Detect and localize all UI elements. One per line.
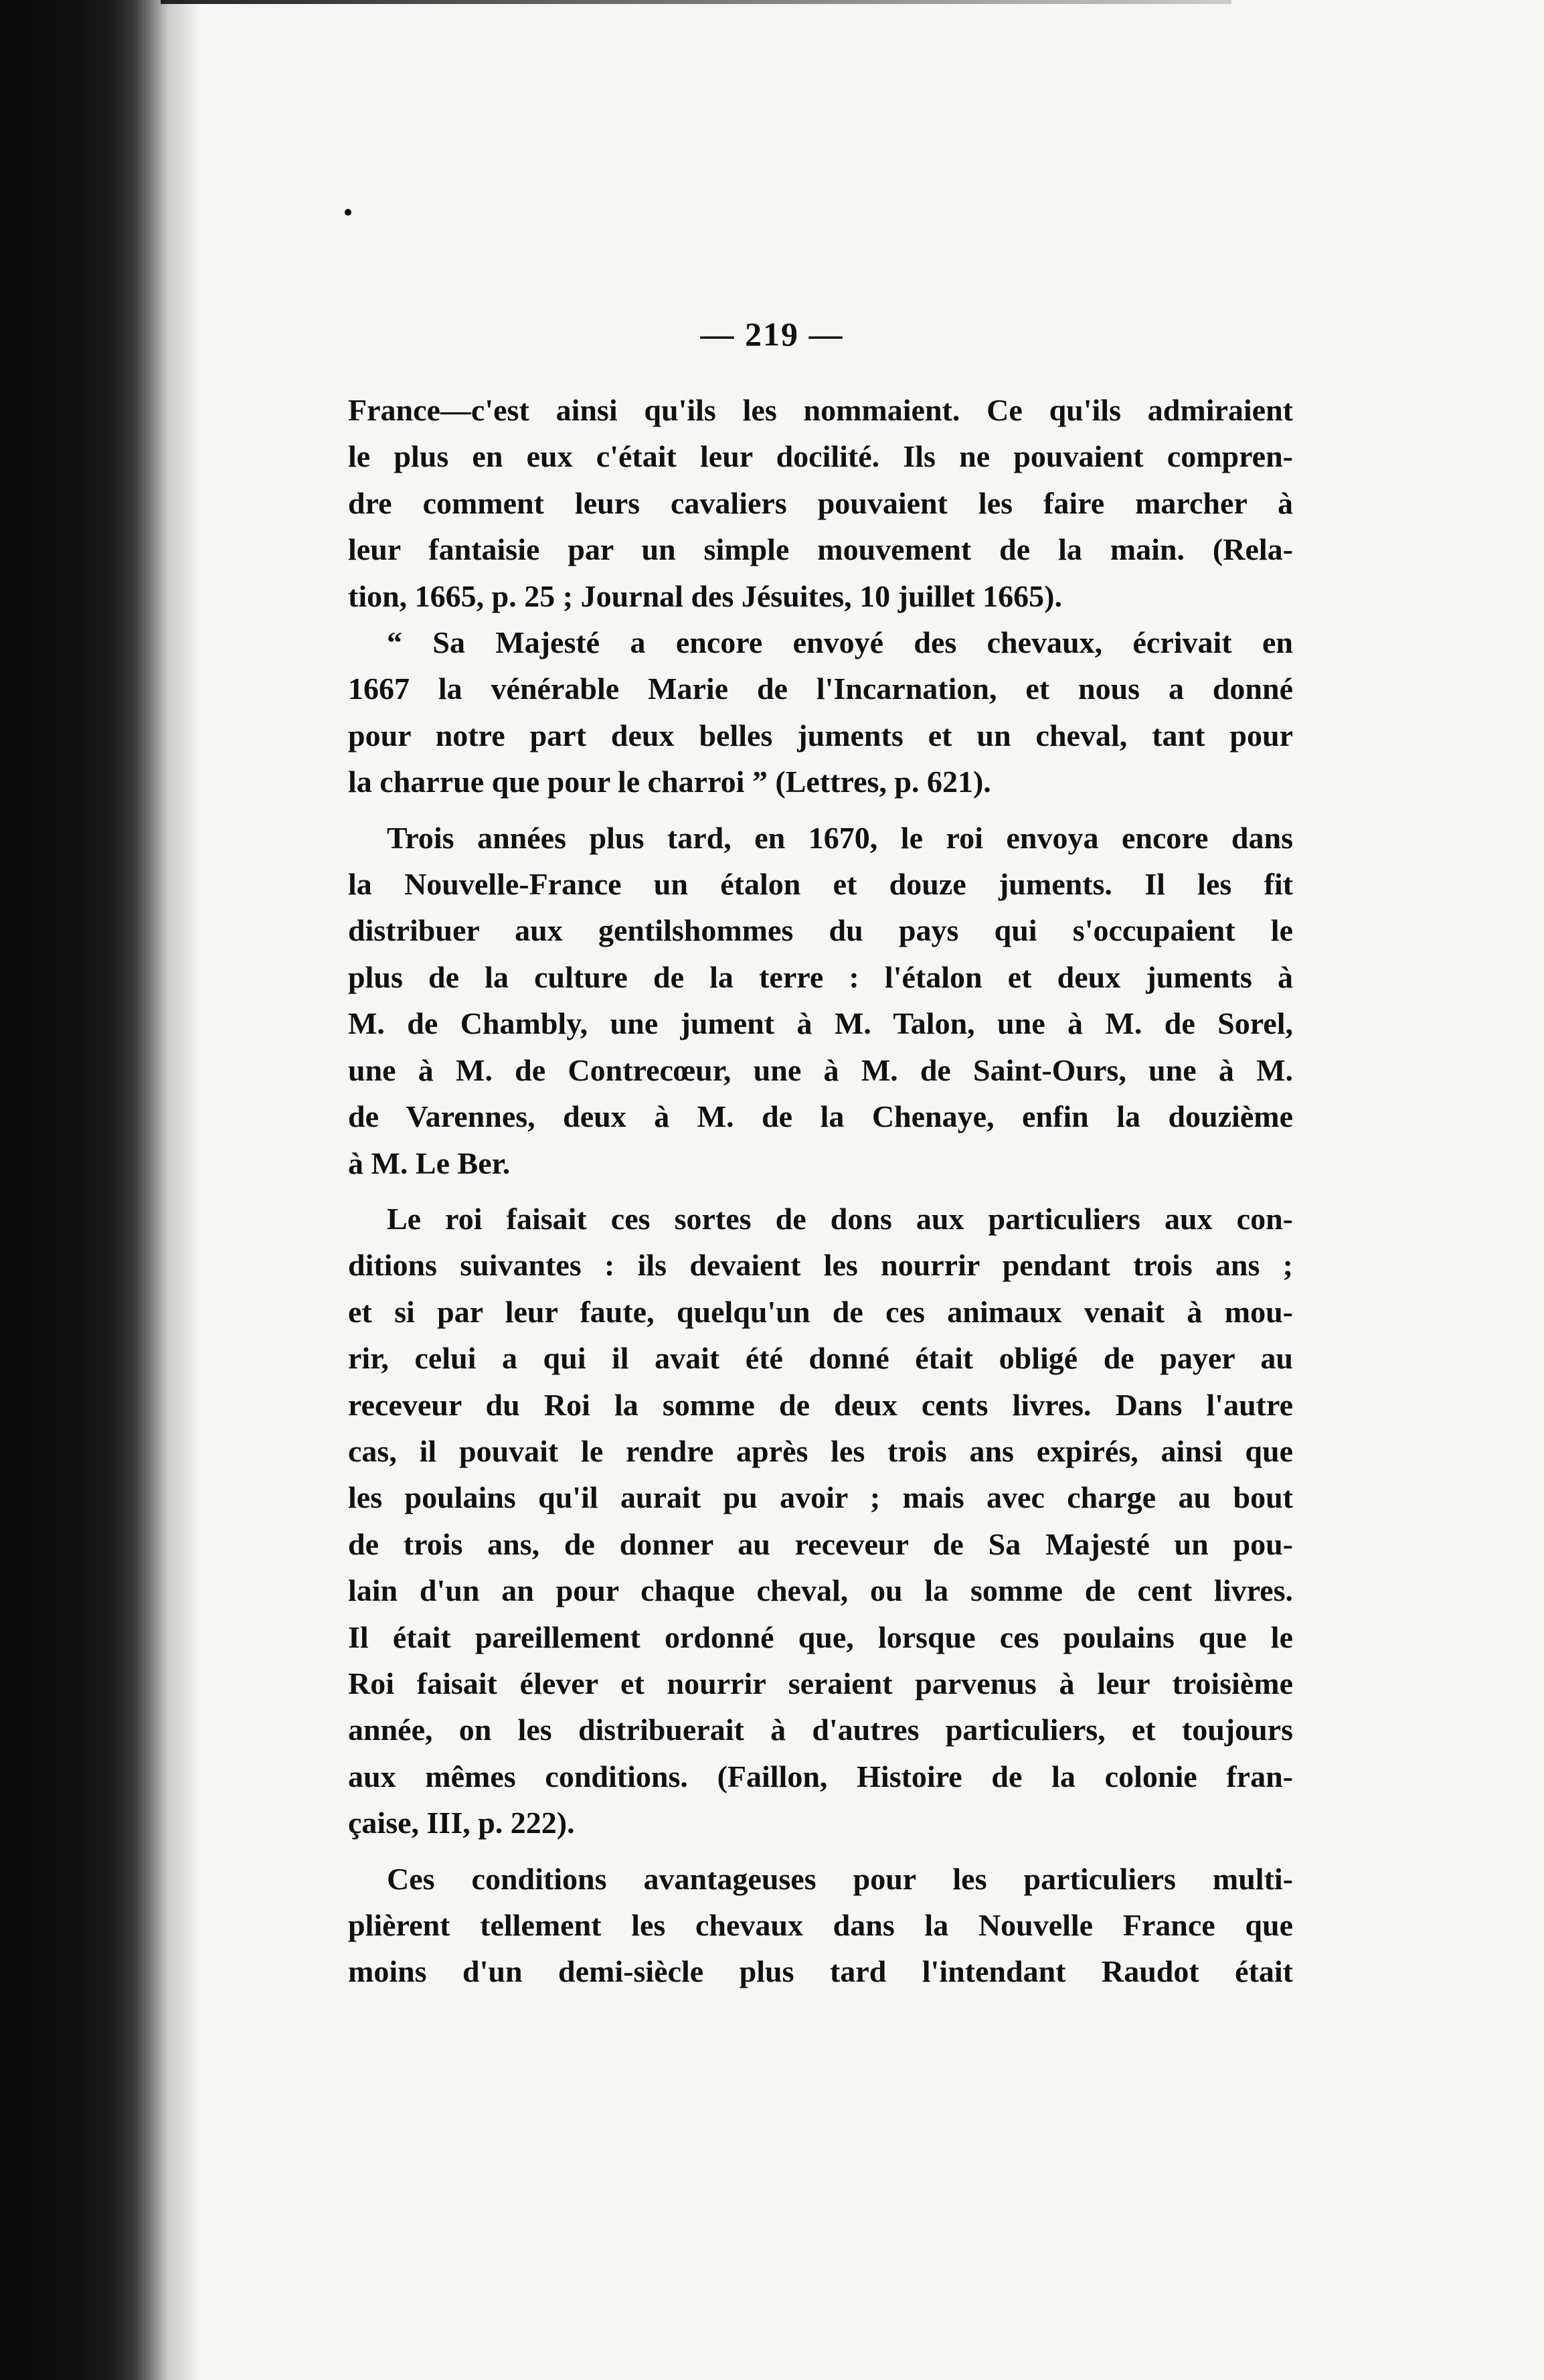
text-line: receveur du Roi la somme de deux cents livres. Dans l'autre [348,1387,1293,1422]
text-line: de trois ans, de donner au receveur de Sa Majesté un pou- [348,1526,1293,1561]
text-line: Il était pareillement ordonné que, lorsque ces poulains que le [348,1619,1293,1654]
text-line: le plus en eux c'était leur docilité. Ils ne pouvaient compren- [348,439,1293,474]
text-line: la charrue que pour le charroi ” (Lettres, p. 621). [348,765,991,799]
text-line: “ Sa Majesté a encore envoyé des chevaux, écrivait en [387,625,1293,660]
text-line: les poulains qu'il aurait pu avoir ; mais avec charge au bout [348,1480,1293,1515]
text-line: une à M. de Contrecœur, une à M. de Saint-Ours, une à M. [348,1052,1293,1087]
text-line: rir, celui a qui il avait été donné était obligé de payer au [348,1341,1293,1376]
text-line: 1667 la vénérable Marie de l'Incarnation, et nous a donné [348,671,1293,706]
text-line: pour notre part deux belles juments et un cheval, tant pour [348,718,1293,752]
paragraph [348,619,1293,805]
text-line: moins d'un demi-siècle plus tard l'intendant Raudot était [348,1954,1293,1989]
paragraph [348,387,1293,619]
text-line: année, on les distribuerait à d'autres particuliers, et toujours [348,1713,1293,1747]
text-line: Ces conditions avantageuses pour les particuliers multi- [387,1861,1293,1896]
text-line: distribuer aux gentilshommes du pays qui s'occupaient le [348,913,1293,948]
text-line: à M. Le Ber. [348,1145,511,1180]
text-line: lain d'un an pour chaque cheval, ou la somme de cent livres. [348,1573,1293,1608]
text-line: M. de Chambly, une jument à M. Talon, une à M. de Sorel, [348,1006,1293,1041]
text-line: Roi faisait élever et nourrir seraient parvenus à leur troisième [348,1666,1293,1700]
paragraph [348,1196,1293,1846]
ink-speck [345,209,351,216]
page-number: — 219 — [700,315,844,353]
paragraph [348,815,1293,1186]
text-line: dre comment leurs cavaliers pouvaient les faire marcher à [348,485,1293,520]
text-line: leur fantaisie par un simple mouvement de la main. (Rela- [348,532,1293,567]
top-edge-rule [161,0,1231,4]
text-line: Le roi faisait ces sortes de dons aux particuliers aux con- [387,1201,1293,1236]
text-line: de Varennes, deux à M. de la Chenaye, enfin la douzième [348,1099,1293,1134]
text-line: Trois années plus tard, en 1670, le roi envoya encore dans [387,820,1293,855]
text-line: tion, 1665, p. 25 ; Journal des Jésuites, 10 juillet 1665). [348,578,1062,613]
paragraph [348,1856,1293,1995]
body-text [348,387,1293,1995]
text-line: France—c'est ainsi qu'ils les nommaient. Ce qu'ils admiraient [348,393,1293,427]
text-line: ditions suivantes : ils devaient les nourrir pendant trois ans ; [348,1248,1293,1283]
text-line: et si par leur faute, quelqu'un de ces animaux venait à mou- [348,1294,1293,1329]
text-line: çaise, III, p. 222). [348,1806,575,1840]
text-line: plièrent tellement les chevaux dans la Nouvelle France que [348,1908,1293,1942]
text-line: aux mêmes conditions. (Faillon, Histoire de la colonie fran- [348,1759,1293,1794]
text-line: la Nouvelle-France un étalon et douze juments. Il les fit [348,867,1293,902]
binding-shadow [0,0,201,2380]
text-line: plus de la culture de la terre : l'étalon et deux juments à [348,959,1293,994]
text-line: cas, il pouvait le rendre après les trois ans expirés, ainsi que [348,1433,1293,1468]
